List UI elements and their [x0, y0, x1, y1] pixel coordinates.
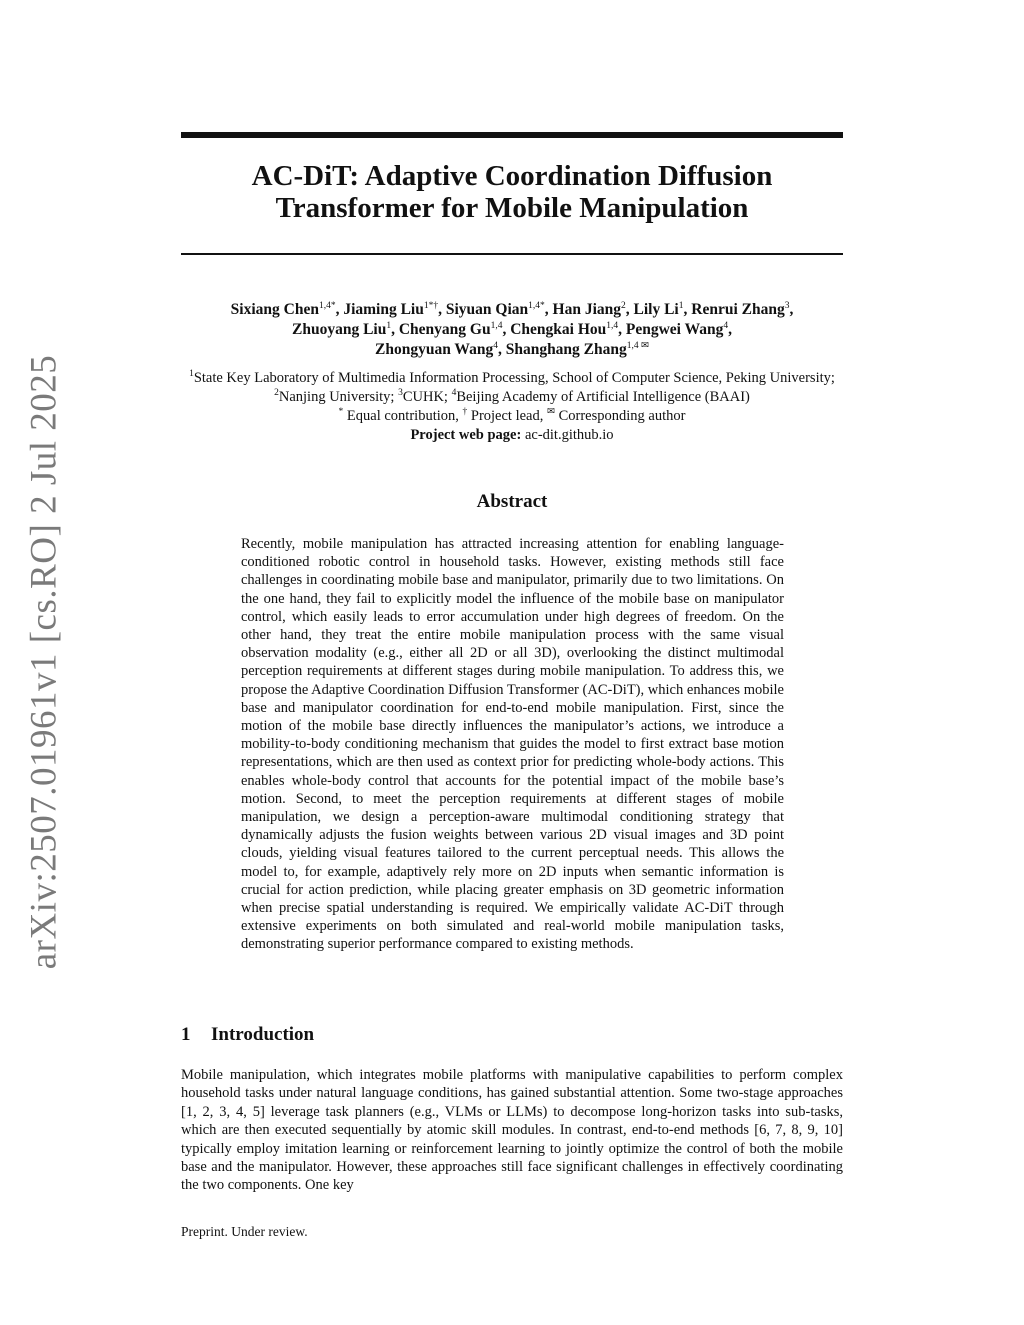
author-list [160, 300, 864, 360]
section-heading-introduction [181, 1024, 314, 1046]
affiliations-block [150, 369, 874, 445]
paper-title [181, 160, 843, 224]
note-text: Project lead, [467, 408, 547, 424]
author-affiliation-mark: 3 [784, 300, 790, 311]
author-name: Zhongyuan Wang [375, 341, 494, 358]
author-name: Han Jiang [552, 301, 622, 318]
author-line-1: Sixiang Chen$^{1,4*}$, Jiaming Liu$^{1*\dagger}$, Siyuan Qian$^{1,4*}$, Han Jiang$^2$, Lily Li$^1$, Renrui Zhang$^3$, [230, 300, 794, 318]
author-affiliation-mark: 1,4 ✉ [626, 340, 649, 351]
affiliation-mark: 4 [451, 388, 457, 399]
section-number: 1 [181, 1024, 191, 1045]
author-affiliation-mark: 2 [621, 300, 626, 311]
author-name: Sixiang Chen [230, 301, 319, 318]
author-line-2: Zhuoyang Liu$^1$, Chenyang Gu$^{1,4}$, Chengkai Hou$^{1,4}$, Pengwei Wang$^4$, [292, 320, 732, 338]
contribution-note [150, 407, 874, 426]
affiliation-line-2 [150, 388, 874, 407]
affiliation-mark: 2 [274, 388, 279, 399]
project-lead-mark: † [462, 407, 468, 418]
web-page-label: Project web page: [410, 427, 522, 443]
arxiv-identifier-stamp: arXiv:2507.01961v1 [cs.RO] 2 Jul 2025 [23, 354, 65, 970]
affiliation-text: CUHK; [402, 389, 452, 405]
affiliation-line-1 [150, 369, 874, 388]
project-web-page [150, 426, 874, 445]
web-page-link[interactable]: ac-dit.github.io [521, 427, 614, 443]
author-affiliation-mark: 1,4* [318, 300, 336, 311]
author-affiliation-mark: 1,4 [606, 320, 619, 331]
abstract-heading: Abstract [476, 491, 548, 512]
title-top-rule [181, 132, 843, 138]
abstract-text: Recently, mobile manipulation has attracted increasing attention for enabling language-conditioned robotic control in household tasks. However, existing methods still face challenges in coordinating mobile base and manipulator, primarily due to two limitations. On the one hand, they fail to explicitly model the influence of the mobile base on manipulator control, which easily leads to error accumulation under high degrees of freedom. On the other hand, they treat the entire mobile manipulation process with the same visual observation modality (e.g., either all 2D or all 3D), overlooking the distinct multimodal perception requirements at different stages during mobile manipulation. To address this, we propose the Adaptive Coordination Diffusion Transformer (AC-DiT), which enhances mobile base and manipulator coordination for end-to-end mobile manipulation. First, since the motion of the mobile base directly influences the manipulator’s actions, we introduce a mobility-to-body conditioning mechanism that guides the model to first extract base motion representations, which are then used as context prior for predicting whole-body actions. This enables whole-body control that accounts for the potential impact of the mobile base’s motion. Second, to meet the perception requirements at different stages of mobile manipulation, we design a perception-aware multimodal conditioning strategy that dynamically adjusts the fusion weights between various 2D visual images and 3D point clouds, yielding visual features tailored to the current perceptual needs. This allows the model to, for example, adaptively rely more on 2D inputs when semantic information is crucial for action prediction, while placing greater emphasis on 3D geometric information when precise spatial understanding is required. We empirically validate AC-DiT through extensive experiments on both simulated and real-world mobile manipulation tasks, demonstrating superior performance compared to existing methods. [241, 536, 784, 953]
affiliation-text: Nanjing University; [278, 389, 399, 405]
introduction-text: Mobile manipulation, which integrates mobile platforms with manipulative capabilities to perform complex household tasks under natural language conditions, has gained substantial attention. Some two-stage approaches [1, 2, 3, 4, 5] leverage task planners (e.g., VLMs or LLMs) to decompose long-horizon tasks into sub-tasks, which are then executed sequentially by atomic skill modules. In contrast, end-to-end methods [6, 7, 8, 9, 10] typically employ imitation learning or reinforcement learning to jointly optimize the control of both the mobile base and the manipulator. However, these approaches still face significant challenges in effectively coordinating the two components. One key [181, 1067, 843, 1194]
author-affiliation-mark: 4 [723, 320, 729, 331]
page-footer: Preprint. Under review. [181, 1224, 308, 1239]
author-name: Pengwei Wang [625, 321, 724, 338]
author-name: Renrui Zhang [691, 301, 785, 318]
affiliation-mark: 3 [398, 388, 403, 399]
author-name: Chenyang Gu [398, 321, 491, 338]
author-name: Zhuoyang Liu [292, 321, 387, 338]
author-affiliation-mark: 1,4 [490, 320, 503, 331]
author-affiliation-mark: 4 [493, 340, 498, 351]
author-name: Siyuan Qian [445, 301, 529, 318]
author-line-3: Zhongyuan Wang$^4$, Shanghang Zhang$^{1,4 ✉}$ [375, 340, 649, 358]
author-affiliation-mark: 1,4* [528, 300, 545, 311]
equal-contribution-mark: * [338, 407, 344, 418]
author-name: Jiaming Liu [343, 301, 424, 318]
author-name: Chengkai Hou [510, 321, 607, 338]
title-bottom-rule [181, 253, 843, 255]
title-line-2: Transformer for Mobile Manipulation [275, 192, 749, 224]
title-line-1: AC-DiT: Adaptive Coordination Diffusion [251, 160, 773, 192]
affiliation-text: Beijing Academy of Artificial Intelligence (BAAI) [456, 389, 750, 405]
author-affiliation-mark: 1 [386, 320, 392, 331]
author-affiliation-mark: 1*† [423, 300, 439, 311]
affiliation-text: State Key Laboratory of Multimedia Information Processing, School of Computer Science, Peking University; [193, 370, 835, 386]
author-name: Shanghang Zhang [505, 341, 627, 358]
affiliation-mark: 1 [189, 369, 194, 380]
corresponding-author-icon: ✉ [546, 407, 555, 418]
author-name: Lily Li [633, 301, 679, 318]
note-text: Equal contribution, [343, 408, 463, 424]
author-affiliation-mark: 1 [678, 300, 684, 311]
section-title: Introduction [211, 1024, 315, 1045]
note-text: Corresponding author [554, 408, 686, 424]
